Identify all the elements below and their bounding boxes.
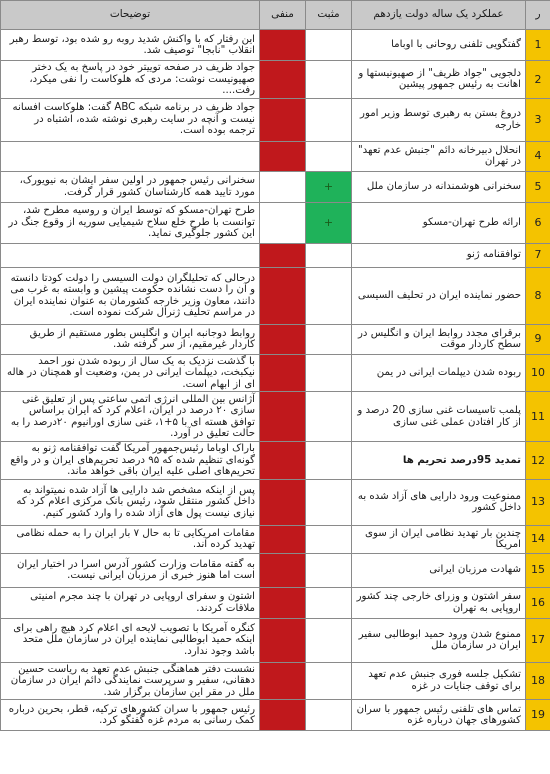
- row-description: این رفتار که با واکنش شدید روبه رو شده بود، توسط رهبر انقلاب "نابجا" توصیف شد.: [1, 30, 260, 61]
- row-description: سخنرانی رئیس جمهور در اولین سفر ایشان به نیویورک، مورد تایید همه کارشناسان کشور قرار گرفت.: [1, 171, 260, 202]
- row-performance: تمدید 95درصد تحریم ها: [352, 442, 526, 480]
- row-performance: تشکیل جلسه فوری جنبش عدم تعهد برای توقف جنایات در غزه: [352, 662, 526, 700]
- row-positive-mark: [306, 324, 352, 354]
- row-negative-mark: [260, 324, 306, 354]
- row-positive-mark: [306, 479, 352, 525]
- row-negative-mark: [260, 479, 306, 525]
- table-row: [1, 171, 550, 202]
- row-positive-mark: [306, 618, 352, 662]
- row-negative-mark: [260, 553, 306, 587]
- row-description: جواد ظریف در برنامه شبکه ABC گفت: هلوکاست افسانه نیست و آنچه در سایت رهبری نوشته شده، اشتباه در ترجمه بوده است.: [1, 98, 260, 141]
- row-negative-mark: [260, 354, 306, 392]
- row-number: 5: [526, 171, 550, 202]
- row-positive-mark: [306, 30, 352, 61]
- table-row: [1, 587, 550, 618]
- row-number: 3: [526, 98, 550, 141]
- row-number: 11: [526, 392, 550, 442]
- row-number: 1: [526, 30, 550, 61]
- row-number: 7: [526, 243, 550, 267]
- table-row: [1, 61, 550, 99]
- row-negative-mark: [260, 618, 306, 662]
- row-positive-mark: [306, 392, 352, 442]
- table-row: [1, 525, 550, 553]
- row-description: جواد ظریف در صفحه توییتر خود در پاسخ به یک دختر صهیونیست نوشت: مردی که هلوکاست را نفی میکرد، رفت....: [1, 61, 260, 99]
- row-positive-mark: +: [306, 202, 352, 243]
- row-description: پس از اینکه مشخص شد دارایی ها آزاد شده نمیتواند به داخل کشور منتقل شود، رئیس بانک مرکزی اعلام کرد که نیازی نیست پول های آزاد شده را وارد کشور کنیم.: [1, 479, 260, 525]
- row-positive-mark: [306, 442, 352, 480]
- row-performance: شهادت مرزبان ایرانی: [352, 553, 526, 587]
- row-performance: ممنوعیت ورود دارایی های آزاد شده به داخل کشور: [352, 479, 526, 525]
- row-negative-mark: [260, 587, 306, 618]
- row-positive-mark: [306, 267, 352, 324]
- row-negative-mark: [260, 243, 306, 267]
- row-negative-mark: [260, 267, 306, 324]
- table-row: [1, 553, 550, 587]
- row-positive-mark: [306, 587, 352, 618]
- row-description: باراک اوباما رئیس‌جمهور آمریکا گفت توافقنامه ژنو به گونه‌ای تنظیم شده که ۹۵ درصد تحریم‌های ایران و در واقع تحریم‌های اصلی علیه ایران باقی خواهد ماند.: [1, 442, 260, 480]
- table-row: [1, 202, 550, 243]
- row-description: [1, 141, 260, 171]
- row-performance: دروغ بستن به رهبری توسط وزیر امور خارجه: [352, 98, 526, 141]
- table-row: [1, 354, 550, 392]
- row-positive-mark: [306, 662, 352, 700]
- row-number: 18: [526, 662, 550, 700]
- row-description: با گذشت نزدیک به یک سال از ربوده شدن نور احمد نیکبخت، دیپلمات ایرانی در یمن، وضعیت او همچنان در هاله ای از ابهام است.: [1, 354, 260, 392]
- row-positive-mark: [306, 525, 352, 553]
- row-description: مقامات امریکایی تا به حال ۷ بار ایران را به حمله نظامی تهدید کرده اند.: [1, 525, 260, 553]
- row-number: 10: [526, 354, 550, 392]
- header-performance: عملکرد یک ساله دولت یازدهم: [352, 1, 526, 30]
- row-performance: سخنرانی هوشمندانه در سازمان ملل: [352, 171, 526, 202]
- table-row: [1, 98, 550, 141]
- row-number: 2: [526, 61, 550, 99]
- row-description: آژانس بین المللی انرژی اتمی ساعتی پس از تعلیق غنی سازی ۲۰ درصد در ایران، اعلام کرد که ایران براساس توافق هسته ای با ۵+۱، غنی سازی اورانیوم ۲۰درصد را به حالت تعلیق در آورد.: [1, 392, 260, 442]
- row-negative-mark: [260, 98, 306, 141]
- row-performance: گفتگویی تلفنی روحانی با اوباما: [352, 30, 526, 61]
- row-negative-mark: [260, 442, 306, 480]
- row-description: به گفته مقامات وزارت کشور آدرس اسرا در اختیار ایران است اما هنوز خبری از مرزبان ایرانی نیست.: [1, 553, 260, 587]
- table-row: [1, 479, 550, 525]
- table-body: [1, 30, 550, 731]
- header-row: [1, 1, 550, 30]
- row-description: [1, 243, 260, 267]
- row-number: 16: [526, 587, 550, 618]
- row-positive-mark: [306, 98, 352, 141]
- row-performance: توافقنامه ژنو: [352, 243, 526, 267]
- row-number: 14: [526, 525, 550, 553]
- row-number: 12: [526, 442, 550, 480]
- row-performance: تماس های تلفنی رئیس جمهور با سران کشورهای جهان درباره غزه: [352, 700, 526, 731]
- row-performance: دلجویی "جواد ظریف" از صهیونیستها و اهانت به رئیس جمهور پیشین: [352, 61, 526, 99]
- row-positive-mark: [306, 61, 352, 99]
- row-number: 9: [526, 324, 550, 354]
- row-performance: چندین بار تهدید نظامی ایران از سوی امریکا: [352, 525, 526, 553]
- row-negative-mark: [260, 202, 306, 243]
- row-performance: حضور نماینده ایران در تحلیف السیسی: [352, 267, 526, 324]
- table-row: [1, 243, 550, 267]
- row-description: رئیس جمهور با سران کشورهای ترکیه، قطر، بحرین درباره کمک رسانی به مردم غزه گفتگو کرد.: [1, 700, 260, 731]
- row-positive-mark: [306, 141, 352, 171]
- row-number: 19: [526, 700, 550, 731]
- header-positive: مثبت: [306, 1, 352, 30]
- row-positive-mark: [306, 553, 352, 587]
- row-description: درحالی که تحلیلگران دولت السیسی را دولت کودتا دانسته و آن را دست نشانده حکومت پیشین و وابسته به غرب می دانند، معاون وزیر خارجه کشورمان به عنوان نماینده ایران در مراسم تحلیف ژنرال شرکت نموده است.: [1, 267, 260, 324]
- row-description: روابط دوجانبه ایران و انگلیس بطور مستقیم از طریق کاردار غیرمقیم، از سر گرفته شد.: [1, 324, 260, 354]
- row-description: اشتون و سفرای اروپایی در تهران با چند مجرم امنیتی ملاقات کردند.: [1, 587, 260, 618]
- row-performance: پلمب تاسیسات غنی سازی 20 درصد و از کار افتادن عملی غنی سازی: [352, 392, 526, 442]
- row-negative-mark: [260, 171, 306, 202]
- row-negative-mark: [260, 700, 306, 731]
- table-row: [1, 700, 550, 731]
- table-row: [1, 141, 550, 171]
- row-negative-mark: [260, 141, 306, 171]
- row-positive-mark: [306, 354, 352, 392]
- table-row: [1, 324, 550, 354]
- row-performance: ارائه طرح تهران-مسکو: [352, 202, 526, 243]
- row-number: 8: [526, 267, 550, 324]
- row-negative-mark: [260, 525, 306, 553]
- row-positive-mark: +: [306, 171, 352, 202]
- row-number: 17: [526, 618, 550, 662]
- row-number: 13: [526, 479, 550, 525]
- table-row: [1, 30, 550, 61]
- header-negative: منفی: [260, 1, 306, 30]
- row-description: نشست دفتر هماهنگی جنبش عدم تعهد به ریاست حسین دهقانی، سفیر و سرپرست نمایندگی دائم ایران در سازمان ملل در مقر این سازمان برگزار شد.: [1, 662, 260, 700]
- table-row: [1, 662, 550, 700]
- row-number: 15: [526, 553, 550, 587]
- row-negative-mark: [260, 30, 306, 61]
- row-performance: سفر اشتون و وزرای خارجی چند کشور اروپایی به تهران: [352, 587, 526, 618]
- row-performance: ربوده شدن دیپلمات ایرانی در یمن: [352, 354, 526, 392]
- row-performance: ممنوع شدن ورود حمید ابوطالبی سفیر ایران در سازمان ملل: [352, 618, 526, 662]
- row-number: 4: [526, 141, 550, 171]
- row-description: کنگره آمریکا با تصویب لایحه ای اعلام کرد هیچ راهی برای اینکه حمید ابوطالبی نماینده ایران در سازمان ملل متحد باشد وجود ندارد.: [1, 618, 260, 662]
- row-negative-mark: [260, 392, 306, 442]
- row-performance: برقرای مجدد روابط ایران و انگلیس در سطح کاردار موقت: [352, 324, 526, 354]
- table-row: [1, 267, 550, 324]
- header-description: توضیحات: [1, 1, 260, 30]
- row-description: طرح تهران-مسکو که توسط ایران و روسیه مطرح شد، توانست با طرح خلع سلاح شیمیایی سوریه از وقوع جنگ در این کشور جلوگیری نماید.: [1, 202, 260, 243]
- row-positive-mark: [306, 243, 352, 267]
- header-number: ر: [526, 1, 550, 30]
- table-row: [1, 618, 550, 662]
- row-performance: انحلال دبیرخانه دائم "جنبش عدم تعهد" در تهران: [352, 141, 526, 171]
- row-positive-mark: [306, 700, 352, 731]
- table-row: [1, 392, 550, 442]
- table-row: [1, 442, 550, 480]
- row-negative-mark: [260, 61, 306, 99]
- row-number: 6: [526, 202, 550, 243]
- row-negative-mark: [260, 662, 306, 700]
